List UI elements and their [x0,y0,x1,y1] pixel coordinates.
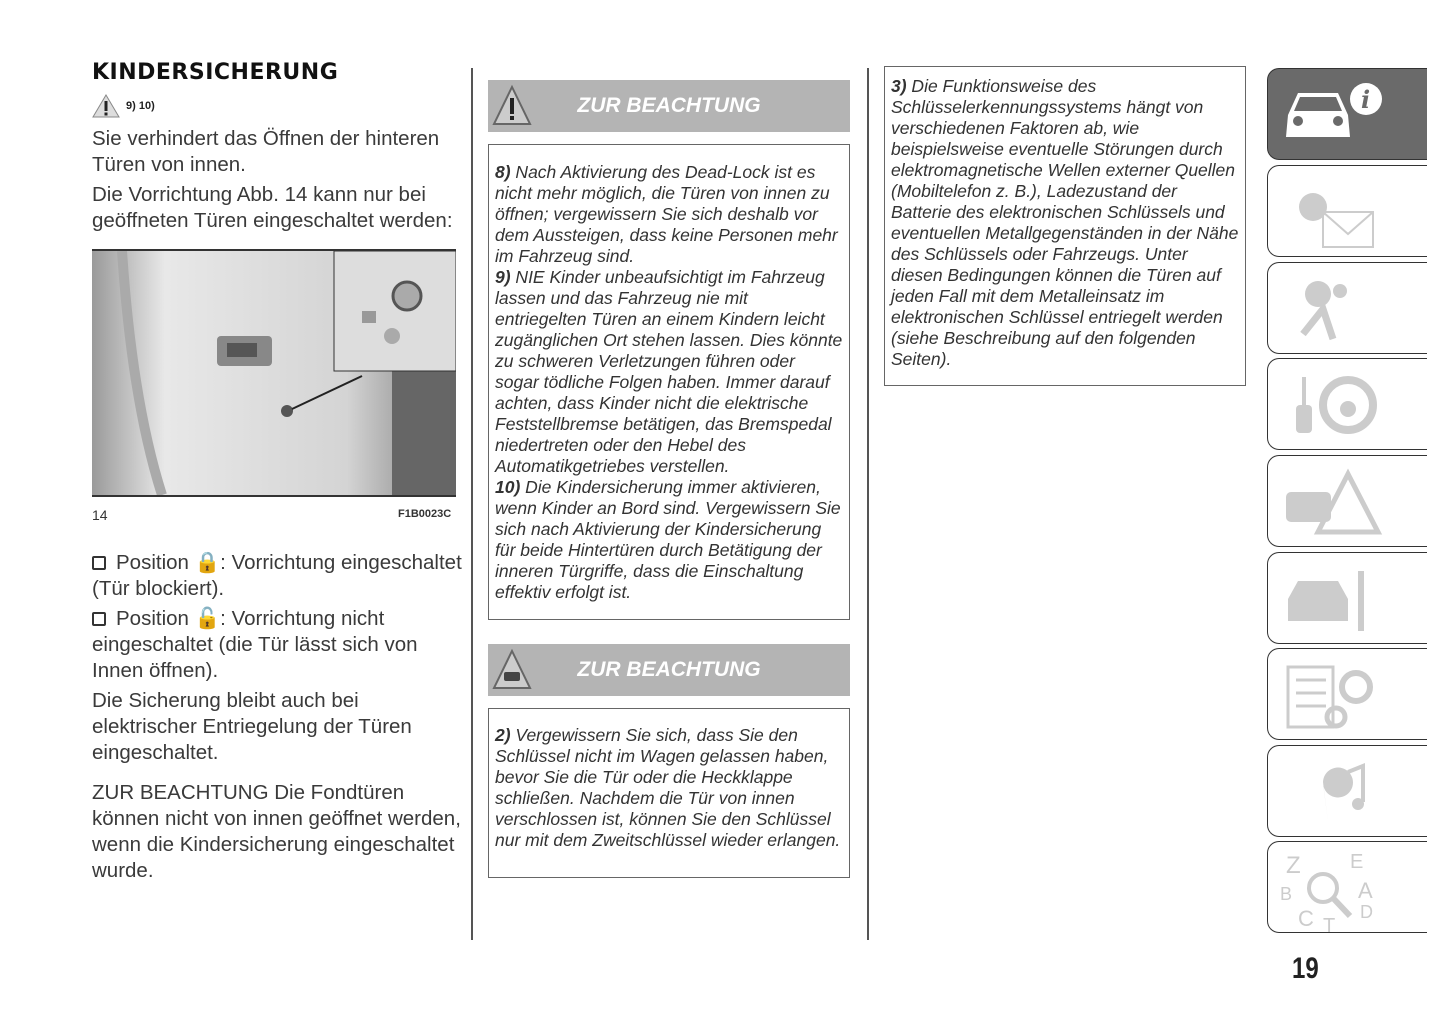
figure-code: F1B0023C [398,508,452,520]
warning-header [488,80,850,132]
note-item: 9) NIE Kinder unbeaufsichtigt im Fahrzeug lassen und das Fahrzeug nie mit entriegelten Türen an einem Kindern leicht zugänglichen Ort stehen lassen. Dies könnte zu schweren Verletzungen führen oder sogar tödliche Folgen haben. Immer darauf achten, dass Kinder nicht die elektrische Feststellbremse betätigen, das Bremspedal niedertreten oder den Hebel des Automatikgetriebes verstellen. [495,267,843,476]
car-warning-triangle-icon [1278,462,1388,542]
tab-maintenance[interactable] [1267,552,1427,644]
door-lock-figure [92,251,456,495]
warning-refs [92,94,155,118]
svg-text:Z: Z [1286,852,1301,879]
car-wrench-icon [1278,559,1388,639]
page-number: 19 [1292,952,1319,985]
multimedia-icon [1278,752,1388,832]
note-item: 10) Die Kindersicherung immer aktivieren, wenn Kinder an Bord sind. Vergewissern Sie sich nach Aktivierung der Kindersicherung für beide Hintertüren durch Betätigung der inneren Türgriffe, dass die Einschaltung effektiv erfolgt ist. [495,477,841,602]
paragraph: Die Sicherung bleibt auch bei elektrischer Entriegelung der Türen eingeschaltet. [92,689,412,764]
bullet-icon [92,556,106,570]
document-gear-icon [1278,655,1388,735]
caution-title: ZUR BEACHTUNG [577,658,761,681]
svg-text:B: B [1280,884,1293,904]
tab-car-info[interactable] [1267,68,1427,160]
tab-safety[interactable] [1267,262,1427,354]
warning-title: ZUR BEACHTUNG [577,94,761,117]
intro [92,126,462,238]
note-box [884,66,1246,386]
position-unlocked [92,606,462,684]
svg-text:T: T [1323,915,1336,933]
figure-bottom-rule [92,495,456,497]
car-info-icon [1278,75,1388,145]
tab-technical-data[interactable] [1267,648,1427,740]
note-item: 2) Vergewissern Sie sich, dass Sie den Schlüssel nicht im Wagen gelassen haben, bevor Sie die Tür oder die Heckklappe schließen. Nachdem die Tür von innen verschlossen ist, können Sie den Schlüssel nur mit dem Zweitschlüssel wieder erlangen. [495,725,841,850]
key-steering-wheel-icon [1278,365,1388,445]
column-divider [867,68,869,940]
svg-text:i: i [1361,85,1371,114]
bullet-icon [92,612,106,626]
tab-multimedia[interactable] [1267,745,1427,837]
page-heading: KINDERSICHERUNG [92,60,339,85]
warning-triangle-icon [92,94,120,118]
position-label: Position [116,607,189,630]
svg-text:C: C [1298,906,1314,931]
positions [92,550,462,888]
caution-header [488,644,850,696]
svg-text:D: D [1360,902,1373,922]
tab-starting-driving[interactable] [1267,358,1427,450]
column-divider [471,68,473,940]
tab-index[interactable] [1267,841,1427,933]
paragraph: Sie verhindert das Öffnen der hinteren Türen von innen. [92,127,440,176]
unlocked-padlock-icon: 🔓 [194,607,221,630]
airbag-icon [1278,269,1388,349]
refs-text: 9) 10) [126,100,155,112]
position-label: Position [116,551,189,574]
paragraph: ZUR BEACHTUNG Die Fondtüren können nicht von innen geöffnet werden, wenn die Kindersicherung eingeschaltet wurde. [92,781,461,882]
svg-text:E: E [1350,851,1364,873]
tab-emergency[interactable] [1267,455,1427,547]
tab-warning-lights[interactable] [1267,165,1427,257]
index-search-icon [1278,848,1388,933]
svg-text:A: A [1358,878,1373,903]
locked-padlock-icon: 🔒 [194,551,221,574]
position-desc: : Vorrichtung eingeschaltet (Tür blockiert). [92,551,462,600]
figure-number: 14 [92,507,108,523]
position-locked [92,550,462,602]
note-item: 8) Nach Aktivierung des Dead-Lock ist es nicht mehr möglich, die Türen von innen zu öffnen; vergewissern Sie sich deshalb vor dem Aussteigen, dass keine Personen mehr im Fahrzeug sind. [495,162,838,266]
position-desc: : Vorrichtung nicht eingeschaltet (die Tür lässt sich von Innen öffnen). [92,607,418,682]
paragraph: Die Vorrichtung Abb. 14 kann nur bei geöffneten Türen eingeschaltet werden: [92,183,453,232]
warning-light-message-icon [1278,172,1388,252]
caution-box [488,708,850,878]
note-item: 3) Die Funktionsweise des Schlüsselerkennungssystems hängt von verschiedenen Faktoren ab, wie beispielsweise eventuelle Störungen durch elektromagnetische Wellen externer Quellen (Mobiltelefon z. B.), Ladezustand der Batterie des elektronischen Schlüssels und eventuellen Metallgegenständen in der Nähe des Schlüssels oder Fahrzeugs. Unter diesen Bedingungen können die Türen auf jeden Fall mit dem Metalleinsatz im elektronischen Schlüssel entriegelt werden (siehe Beschreibung auf den folgenden Seiten). [891,76,1239,369]
warning-box [488,144,850,620]
